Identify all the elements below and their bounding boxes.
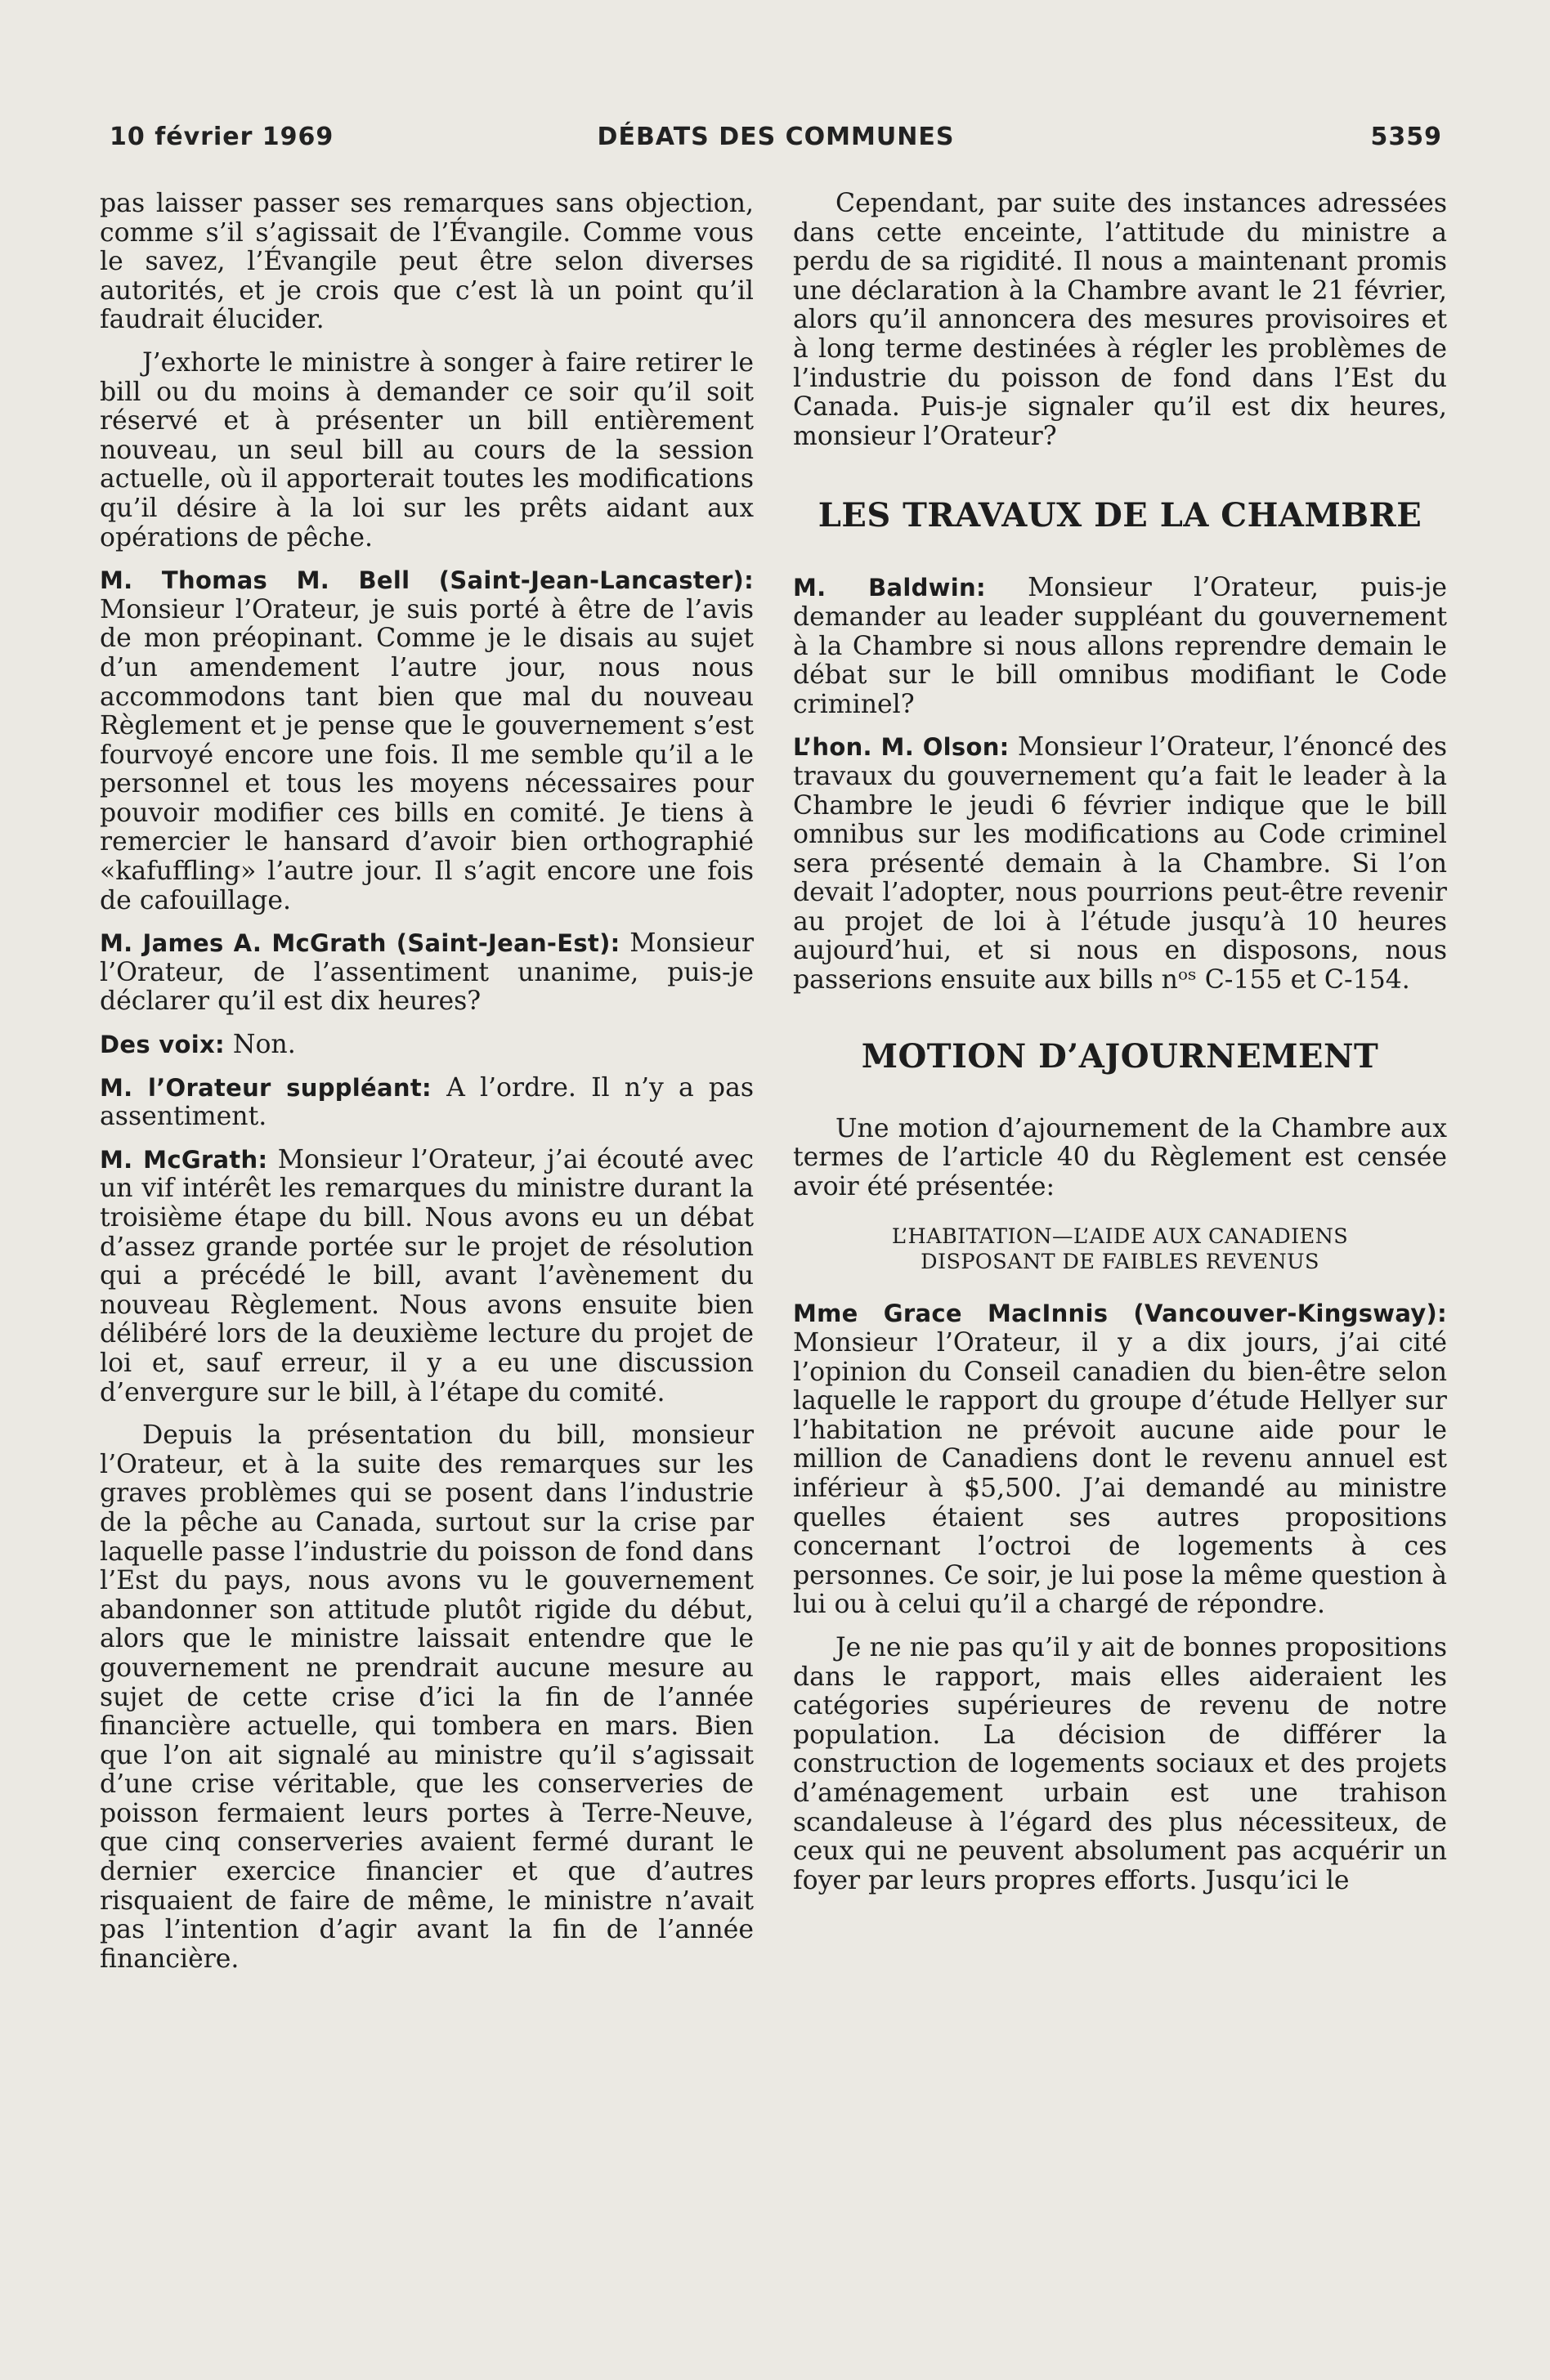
section-title-ajournement: MOTION D’AJOURNEMENT: [861, 1036, 1379, 1076]
speaker-name: M. Baldwin:: [793, 574, 986, 602]
speaker-name: M. McGrath:: [100, 1145, 268, 1174]
right-column: [793, 190, 1447, 1909]
page-number: 5359: [1370, 123, 1442, 151]
paragraph: M. Thomas M. Bell (Saint-Jean-Lancaster): Monsieur l’Orateur, je suis porté à être de l’avis de mon préopinant. Comme je le disais au sujet d’un amendement l’autre jour, nous nous accommodons tant bien que mal du nouveau Règlement et je pense que le gouvernement s’est fourvoyé encore une fois. Il me semble qu’il a le personnel et tous les moyens nécessaires pour pouvoir modifier ces bills en comité. Je tiens à remercier le hansard d’avoir bien orthographié «kafuffling» l’autre jour. Il s’agit encore une fois de cafouillage.: [100, 566, 754, 915]
speaker-name: Des voix:: [100, 1031, 225, 1059]
header-date: 10 février 1969: [110, 123, 334, 151]
header-title: DÉBATS DES COMMUNES: [597, 123, 955, 151]
paragraph: pas laisser passer ses remarques sans objection, comme s’il s’agissait de l’Évangile. Comme vous le savez, l’Évangile peut être selon diverses autorités, et je crois que c’est là un point qu’il faudrait élucider.: [100, 189, 754, 335]
paragraph: M. McGrath: Monsieur l’Orateur, j’ai écouté avec un vif intérêt les remarques du ministre durant la troisième étape du bill. Nous avons eu un débat d’assez grande portée sur le projet de résolution qui a précédé le bill, avant l’avènement du nouveau Règlement. Nous avons ensuite bien délibéré lors de la deuxième lecture du projet de loi et, sauf erreur, il y a eu une discussion d’envergure sur le bill, à l’étape du comité.: [100, 1144, 755, 1407]
paragraph: M. l’Orateur suppléant: A l’ordre. Il n’y a pas assentiment.: [100, 1072, 755, 1132]
speaker-name: M. Thomas M. Bell (Saint-Jean-Lancaster):: [100, 566, 754, 595]
speaker-name: M. l’Orateur suppléant:: [100, 1073, 432, 1102]
paragraph: Cependant, par suite des instances adressées dans cette enceinte, l’attitude du ministre a perdu de sa rigidité. Il nous a maintenant promis une déclaration à la Chambre avant le 21 février, alors qu’il annoncera des mesures provisoires et à long terme destinées à régler les problèmes de l’industrie du poisson de fond dans l’Est du Canada. Puis-je signaler qu’il est dix heures, monsieur l’Orateur?: [793, 189, 1447, 451]
subheading: L’HABITATION—L’AIDE AUX CANADIENS DISPOSANT DE FAIBLES REVENUS: [891, 1224, 1349, 1275]
section-title-travaux: LES TRAVAUX DE LA CHAMBRE: [818, 496, 1422, 535]
speaker-name: M. James A. McGrath (Saint-Jean-Est):: [100, 929, 620, 958]
paragraph: Une motion d’ajournement de la Chambre aux termes de l’article 40 du Règlement est censée avoir été présentée:: [793, 1113, 1447, 1201]
paragraph: J’exhorte le ministre à songer à faire retirer le bill ou du moins à demander ce soir qu’il soit réservé et à présenter un bill entièrement nouveau, un seul bill au cours de la session actuelle, où il apporterait toutes les modifications qu’il désire à la loi sur les prêts aidant aux opérations de pêche.: [100, 347, 754, 552]
paragraph: Des voix: Non.: [100, 1030, 296, 1060]
paragraph: Mme Grace MacInnis (Vancouver-Kingsway): Monsieur l’Orateur, il y a dix jours, j’ai cité l’opinion du Conseil canadien du bien-être selon laquelle le rapport du groupe d’étude Hellyer sur l’habitation ne prévoit aucune aide pour le million de Canadiens dont le revenu annuel est inférieur à $5,500. J’ai demandé au ministre quelles étaient ses autres propositions concernant l’octroi de logements à ces personnes. Ce soir, je lui pose la même question à lui ou à celui qu’il a chargé de répondre.: [793, 1300, 1447, 1620]
page-header: [110, 123, 1442, 163]
paragraph: Depuis la présentation du bill, monsieur l’Orateur, et à la suite des remarques sur les graves problèmes qui se posent dans l’industrie de la pêche au Canada, surtout sur la crise par laquelle passe l’industrie du poisson de fond dans l’Est du pays, nous avons vu le gouvernement abandonner son attitude plutôt rigide du début, alors que le ministre laissait entendre que le gouvernement ne prendrait aucune mesure au sujet de cette crise d’ici la fin de l’année financière actuelle, qui tombera en mars. Bien que l’on ait signalé au ministre qu’il s’agissait d’une crise véritable, que les conserveries de poisson fermaient leurs portes à Terre-Neuve, que cinq conserveries avaient fermé durant le dernier exercice financier et que d’autres risquaient de faire de même, le ministre n’avait pas l’intention d’agir avant la fin de l’année financière.: [100, 1420, 754, 1974]
paragraph: L’hon. M. Olson: Monsieur l’Orateur, l’énoncé des travaux du gouvernement qu’a fait le leader à la Chambre le jeudi 6 février indique que le bill omnibus sur les modifications au Code criminel sera présenté demain à la Chambre. Si l’on devait l’adopter, nous pourrions peut-être revenir au projet de loi à l’étude jusqu’à 10 heures aujourd’hui, et si nous en disposons, nous passerions ensuite aux bills nᵒˢ C-155 et C-154.: [793, 732, 1447, 995]
speaker-name: Mme Grace MacInnis (Vancouver-Kingsway):: [793, 1300, 1447, 1328]
paragraph: Je ne nie pas qu’il y ait de bonnes propositions dans le rapport, mais elles aideraient les catégories supérieures de revenu de notre population. La décision de différer la construction de logements sociaux et des projets d’aménagement urbain est une trahison scandaleuse à l’égard des plus nécessiteux, de ceux qui ne peuvent absolument pas acquérir un foyer par leurs propres efforts. Jusqu’ici le: [793, 1632, 1447, 1895]
speaker-name: L’hon. M. Olson:: [793, 733, 1010, 762]
left-column: [100, 190, 754, 1988]
paragraph: M. Baldwin: Monsieur l’Orateur, puis-je demander au leader suppléant du gouvernement à la Chambre si nous allons reprendre demain le débat sur le bill omnibus modifiant le Code criminel?: [793, 573, 1448, 719]
paragraph: M. James A. McGrath (Saint-Jean-Est): Monsieur l’Orateur, de l’assentiment unanime, puis-je déclarer qu’il est dix heures?: [100, 928, 755, 1017]
